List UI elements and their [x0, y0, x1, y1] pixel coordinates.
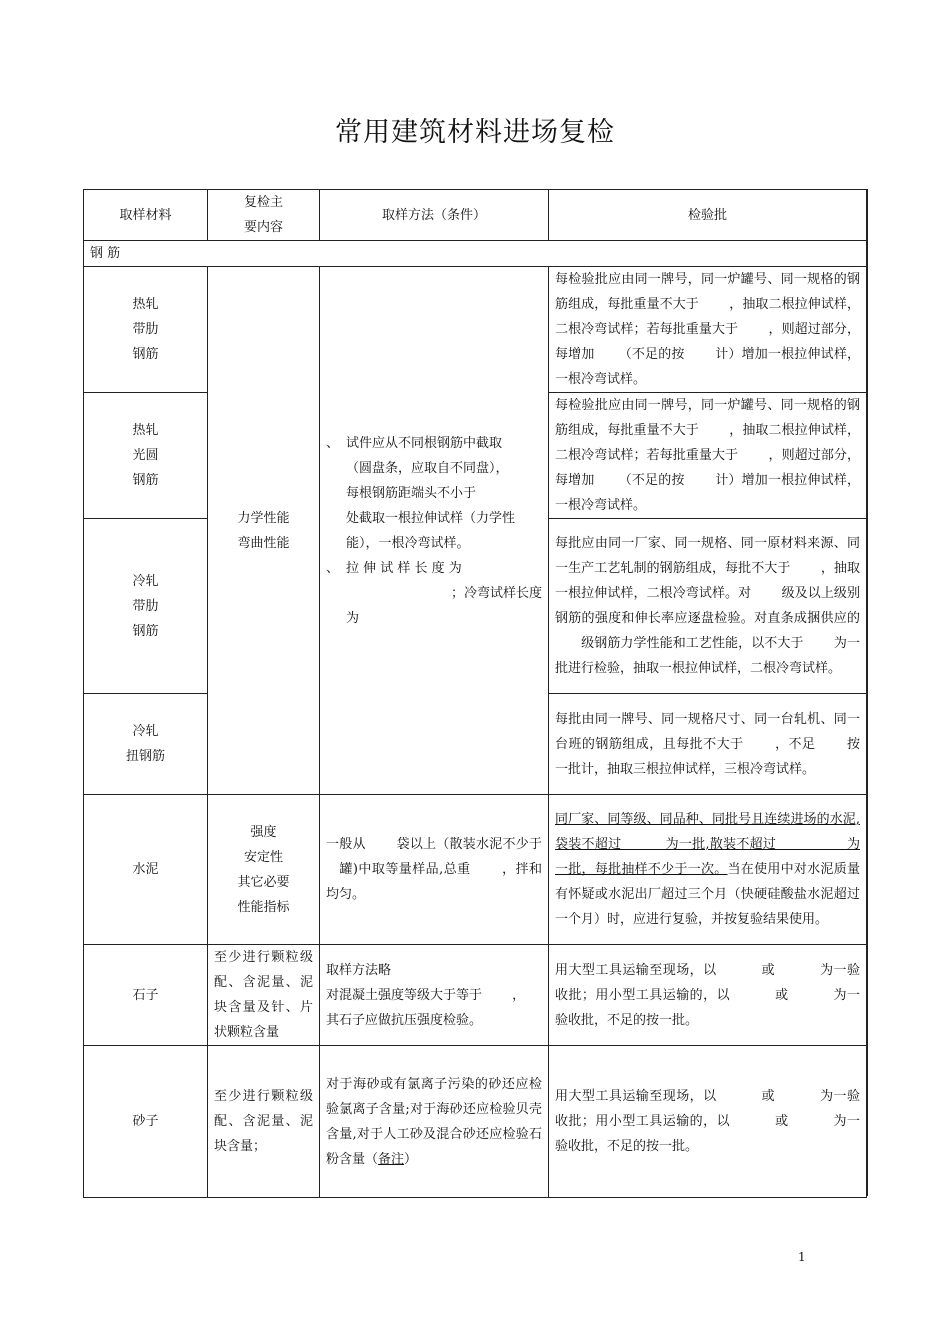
- content-cell: 至少进行颗粒级配、含泥量、泥块含量及针、片状颗粒含量: [208, 945, 320, 1046]
- material-cell: 冷轧 带肋 钢筋: [84, 519, 208, 694]
- material-cell: 砂子: [84, 1046, 208, 1198]
- material-cell: 热轧 光圆 钢筋: [84, 393, 208, 519]
- batch-cell: 每检验批应由同一牌号，同一炉罐号、同一规格的钢筋组成，每批重量不大于 ，抽取二根拉伸试样，二根冷弯试样；若每批重量大于 ，则超过部分，每增加 （不足的按 计）增加一根拉伸试样，一根冷弯试样。: [549, 267, 867, 393]
- table-row: [84, 267, 867, 393]
- method-cell: 一般从 袋以上（散装水泥不少于 罐)中取等量样品,总重 ，拌和均匀。: [320, 795, 549, 945]
- material-cell: 热轧 带肋 钢筋: [84, 267, 208, 393]
- method-cell: 取样方法略 对混凝土强度等级大于等于 ， 其石子应做抗压强度检验。: [320, 945, 549, 1046]
- table-row: [84, 795, 867, 945]
- table-row: [84, 1046, 867, 1198]
- material-cell: 石子: [84, 945, 208, 1046]
- batch-cell: 同厂家、同等级、同品种、同批号且连续进场的水泥,袋装不超过 为一批,散装不超过 为一批，每批抽样不少于一次。当在使用中对水泥质量有怀疑或水泥出厂超过三个月（快硬硅酸盐水泥超过一个月）时，应进行复验，并按复验结果使用。: [549, 795, 867, 945]
- table-right-border: [867, 189, 868, 1196]
- inspection-table: [83, 189, 867, 1198]
- header-material: 取样材料: [84, 190, 208, 241]
- batch-cell: 用大型工具运输至现场，以 或 为一验收批；用小型工具运输的，以 或 为一验收批，不足的按一批。: [549, 1046, 867, 1198]
- material-cell: 冷轧 扭钢筋: [84, 694, 208, 795]
- section-row-rebar: [84, 241, 867, 267]
- material-cell: 水泥: [84, 795, 208, 945]
- table-row: [84, 945, 867, 1046]
- batch-cell: 每批应由同一厂家、同一规格、同一原材料来源、同一生产工艺轧制的钢筋组成，每批不大于 ，抽取一根拉伸试样，二根冷弯试样。对 级及以上级别钢筋的强度和伸长率应逐盘检验。对直条成捆供应的 级钢筋力学性能和工艺性能，以不大于 为一批进行检验，抽取一根拉伸试样，二根冷弯试样。: [549, 519, 867, 694]
- method-cell: 对于海砂或有氯离子污染的砂还应检验氯离子含量;对于海砂还应检验贝壳含量,对于人工砂及混合砂还应检验石粉含量（备注）: [320, 1046, 549, 1198]
- batch-cell: 每批由同一牌号、同一规格尺寸、同一台轧机、同一台班的钢筋组成，且每批不大于 ，不足 按一批计，抽取三根拉伸试样，三根冷弯试样。: [549, 694, 867, 795]
- batch-cell: 每检验批应由同一牌号，同一炉罐号、同一规格的钢筋组成，每批重量不大于 ，抽取二根拉伸试样，二根冷弯试样；若每批重量大于 ，则超过部分，每增加 （不足的按 计）增加一根拉伸试样，一根冷弯试样。: [549, 393, 867, 519]
- note-link: 备注: [378, 1151, 405, 1167]
- page-number: 1: [798, 1250, 806, 1264]
- header-batch: 检验批: [549, 190, 867, 241]
- header-method: 取样方法（条件）: [320, 190, 549, 241]
- section-title-rebar: 钢 筋: [84, 241, 867, 267]
- rebar-content-cell: 力学性能 弯曲性能: [208, 267, 320, 795]
- content-cell: 至少进行颗粒级配、含泥量、泥块含量；: [208, 1046, 320, 1198]
- rebar-method-cell: 、 试件应从不同根钢筋中截取 （圆盘条，应取自不同盘）， 每根钢筋距端头不小于 处截取一根拉伸试样（力学性 能），一根冷弯试样。 、 拉 伸 试 样 长 度 为 ；冷弯试样长度 为: [320, 267, 549, 795]
- header-row: [84, 190, 867, 241]
- batch-cell: 用大型工具运输至现场，以 或 为一验收批；用小型工具运输的，以 或 为一验收批，不足的按一批。: [549, 945, 867, 1046]
- page-title: 常用建筑材料进场复检: [335, 117, 615, 148]
- content-cell: 强度 安定性 其它必要 性能指标: [208, 795, 320, 945]
- header-content: 复检主 要内容: [208, 190, 320, 241]
